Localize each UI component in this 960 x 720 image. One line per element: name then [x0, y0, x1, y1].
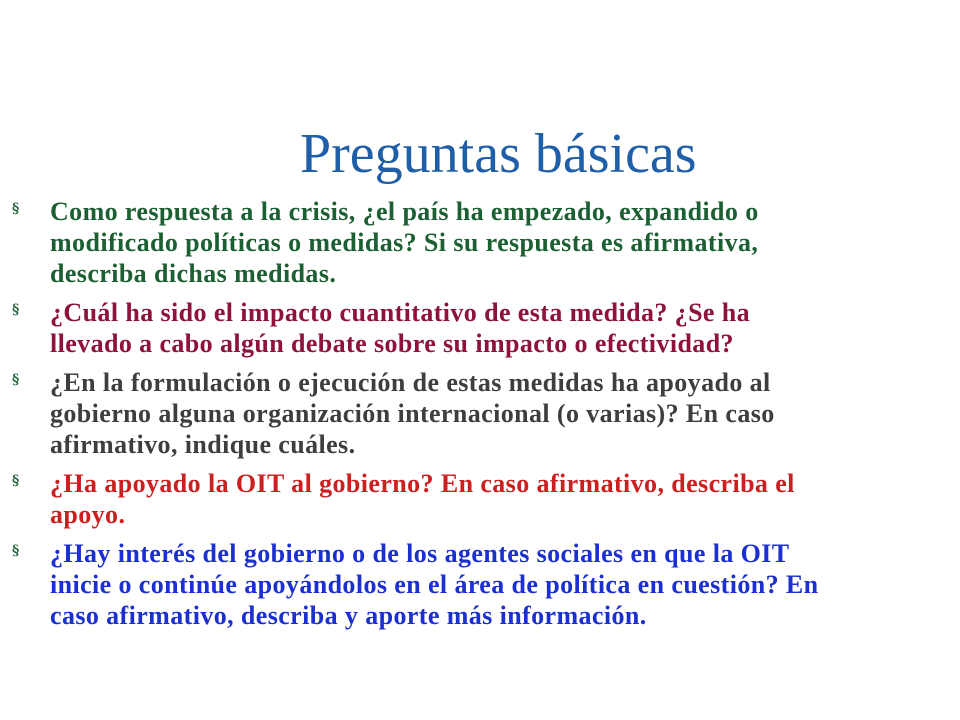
bullet-text-line: describa dichas medidas.: [50, 259, 337, 288]
bullet-text-line: Como respuesta a la crisis, ¿el país ha empezado, expandido o: [50, 197, 759, 226]
bullet-text-line: inicie o continúe apoyándolos en el área de política en cuestión? En: [50, 570, 819, 599]
bullet-list: [0, 196, 960, 639]
bullet-text-line: ¿En la formulación o ejecución de estas medidas ha apoyado al: [50, 368, 771, 397]
bullet-text-line: ¿Cuál ha sido el impacto cuantitativo de esta medida? ¿Se ha: [50, 298, 751, 327]
bullet-text: [50, 297, 960, 359]
bullet-item: [0, 367, 960, 460]
bullet-item: [0, 538, 960, 631]
bullet-text: [50, 538, 960, 631]
bullet-marker-icon: §: [12, 543, 20, 559]
bullet-text-line: gobierno alguna organización internacional (o varias)? En caso: [50, 399, 775, 428]
bullet-item: [0, 297, 960, 359]
bullet-marker-icon: §: [12, 302, 20, 318]
bullet-item: [0, 468, 960, 530]
bullet-text-line: afirmativo, indique cuáles.: [50, 430, 356, 459]
bullet-text-line: caso afirmativo, describa y aporte más información.: [50, 601, 647, 630]
bullet-text: [50, 468, 960, 530]
bullet-text-line: modificado políticas o medidas? Si su respuesta es afirmativa,: [50, 228, 759, 257]
bullet-text-line: apoyo.: [50, 500, 126, 529]
bullet-text-line: ¿Ha apoyado la OIT al gobierno? En caso afirmativo, describa el: [50, 469, 795, 498]
bullet-marker-icon: §: [12, 201, 20, 217]
bullet-marker-icon: §: [12, 473, 20, 489]
bullet-marker-icon: §: [12, 372, 20, 388]
slide-title: Preguntas básicas: [300, 122, 697, 185]
bullet-item: [0, 196, 960, 289]
bullet-text: [50, 196, 960, 289]
bullet-text: [50, 367, 960, 460]
bullet-text-line: llevado a cabo algún debate sobre su impacto o efectividad?: [50, 329, 734, 358]
bullet-text-line: ¿Hay interés del gobierno o de los agentes sociales en que la OIT: [50, 539, 790, 568]
